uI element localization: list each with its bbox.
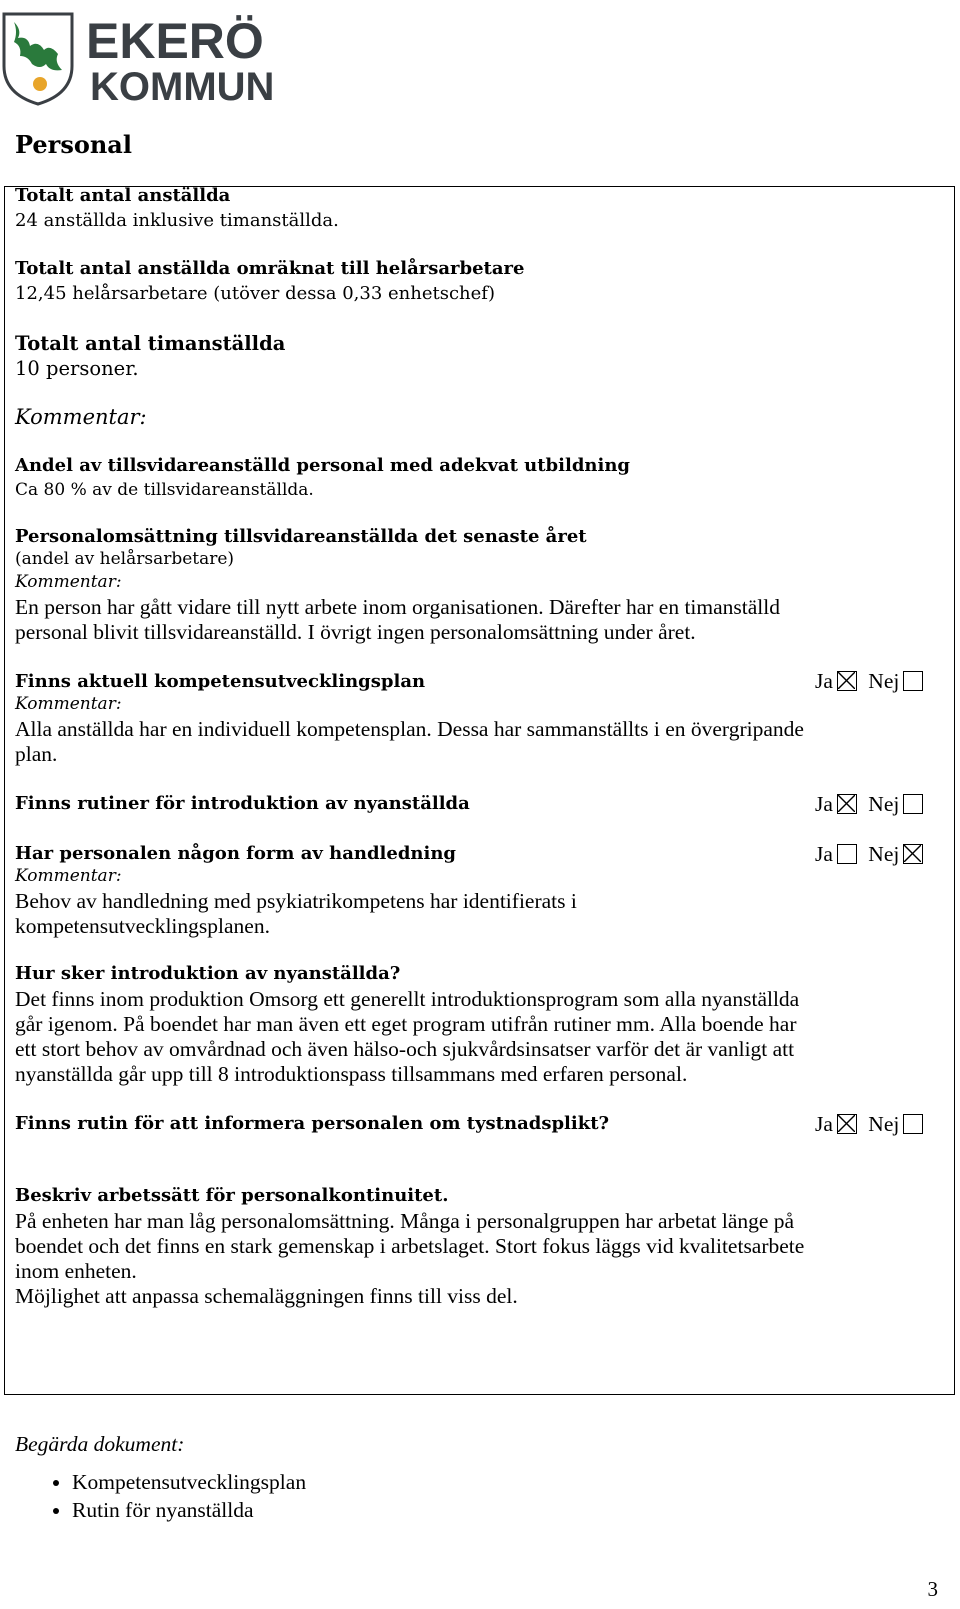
checkbox-checked-icon[interactable] (903, 844, 923, 864)
continuity-text: Möjlighet att anpassa schemaläggningen finns till viss del. (15, 1284, 518, 1308)
turnover-comment-label: Kommentar: (15, 572, 122, 592)
requested-documents-list (32, 1468, 306, 1524)
introduction-label: Hur sker introduktion av nyanställda? (15, 963, 401, 984)
checkbox-checked-icon[interactable] (837, 794, 857, 814)
checkbox-unchecked-icon[interactable] (837, 844, 857, 864)
competence-plan-label: Finns aktuell kompetensutvecklingsplan (15, 671, 426, 692)
introduction-text: ett stort behov av omvårdnad och även hälso-och sjukvårdsinsatser varför det är vanligt att (15, 1037, 795, 1061)
turnover-text: personal blivit tillsvidareanställd. I övrigt ingen personalomsättning under året. (15, 620, 696, 644)
confidentiality-yes-no: Ja Nej (815, 1110, 929, 1137)
continuity-text: inom enheten. (15, 1259, 137, 1283)
introduction-text: nyanställda går upp till 8 introduktionspass tillsammans med erfaren personal. (15, 1062, 688, 1086)
checkbox-checked-icon[interactable] (837, 671, 857, 691)
checkbox-unchecked-icon[interactable] (903, 794, 923, 814)
supervision-yes-no: Ja Nej (815, 840, 929, 867)
supervision-text: kompetensutvecklingsplanen. (15, 914, 270, 938)
list-item: • Rutin för nyanställda (72, 1496, 306, 1524)
page-number: 3 (927, 1577, 938, 1601)
turnover-label: Personalomsättning tillsvidareanställda det senaste året (15, 526, 587, 547)
education-label: Andel av tillsvidareanställd personal med adekvat utbildning (15, 455, 631, 476)
continuity-label: Beskriv arbetssätt för personalkontinuitet. (15, 1185, 449, 1206)
page-title: Personal (15, 130, 132, 159)
supervision-label: Har personalen någon form av handledning (15, 843, 456, 864)
checkbox-checked-icon[interactable] (837, 1114, 857, 1134)
competence-comment-label: Kommentar: (15, 694, 122, 714)
hourly-value: 10 personer. (15, 357, 139, 380)
introduction-text: går igenom. På boendet har man även ett eget program utifrån rutiner mm. Alla boende har (15, 1012, 797, 1036)
competence-text: Alla anställda har en individuell kompetensplan. Dessa har sammanställts i en övergripande (15, 717, 804, 741)
intro-routines-label: Finns rutiner för introduktion av nyanställda (15, 793, 470, 814)
continuity-text: På enheten har man låg personalomsättning. Många i personalgruppen har arbetat länge på (15, 1209, 795, 1233)
continuity-text: boendet och det finns en stark gemenskap i arbetslaget. Stort fokus läggs vid kvalitetsarbete (15, 1234, 805, 1258)
competence-plan-yes-no: Ja Nej (815, 667, 929, 694)
education-value: Ca 80 % av de tillsvidareanställda. (15, 480, 314, 500)
comment-label: Kommentar: (15, 405, 147, 429)
ekero-logo (0, 0, 290, 112)
supervision-comment-label: Kommentar: (15, 866, 122, 886)
acorn-icon (33, 77, 47, 91)
intro-routines-yes-no: Ja Nej (815, 790, 929, 817)
fte-label: Totalt antal anställda omräknat till helårsarbetare (15, 258, 525, 279)
checkbox-unchecked-icon[interactable] (903, 1114, 923, 1134)
supervision-text: Behov av handledning med psykiatrikompetens har identifierats i (15, 889, 577, 913)
list-item: • Kompetensutvecklingsplan (72, 1468, 306, 1496)
requested-documents-label: Begärda dokument: (15, 1432, 185, 1456)
hourly-label: Totalt antal timanställda (15, 332, 286, 355)
introduction-text: Det finns inom produktion Omsorg ett generellt introduktionsprogram som alla nyanställda (15, 987, 800, 1011)
confidentiality-label: Finns rutin för att informera personalen om tystnadsplikt? (15, 1113, 610, 1134)
svg-text:EKERÖ: EKERÖ (86, 13, 264, 69)
total-employees-label: Totalt antal anställda (15, 185, 231, 206)
turnover-sub: (andel av helårsarbetare) (15, 549, 235, 569)
fte-value: 12,45 helårsarbetare (utöver dessa 0,33 enhetschef) (15, 283, 495, 304)
svg-text:KOMMUN: KOMMUN (90, 65, 275, 109)
turnover-text: En person har gått vidare till nytt arbete inom organisationen. Därefter har en timanställd (15, 595, 780, 619)
total-employees-value: 24 anställda inklusive timanställda. (15, 210, 339, 231)
competence-text: plan. (15, 742, 58, 766)
checkbox-unchecked-icon[interactable] (903, 671, 923, 691)
